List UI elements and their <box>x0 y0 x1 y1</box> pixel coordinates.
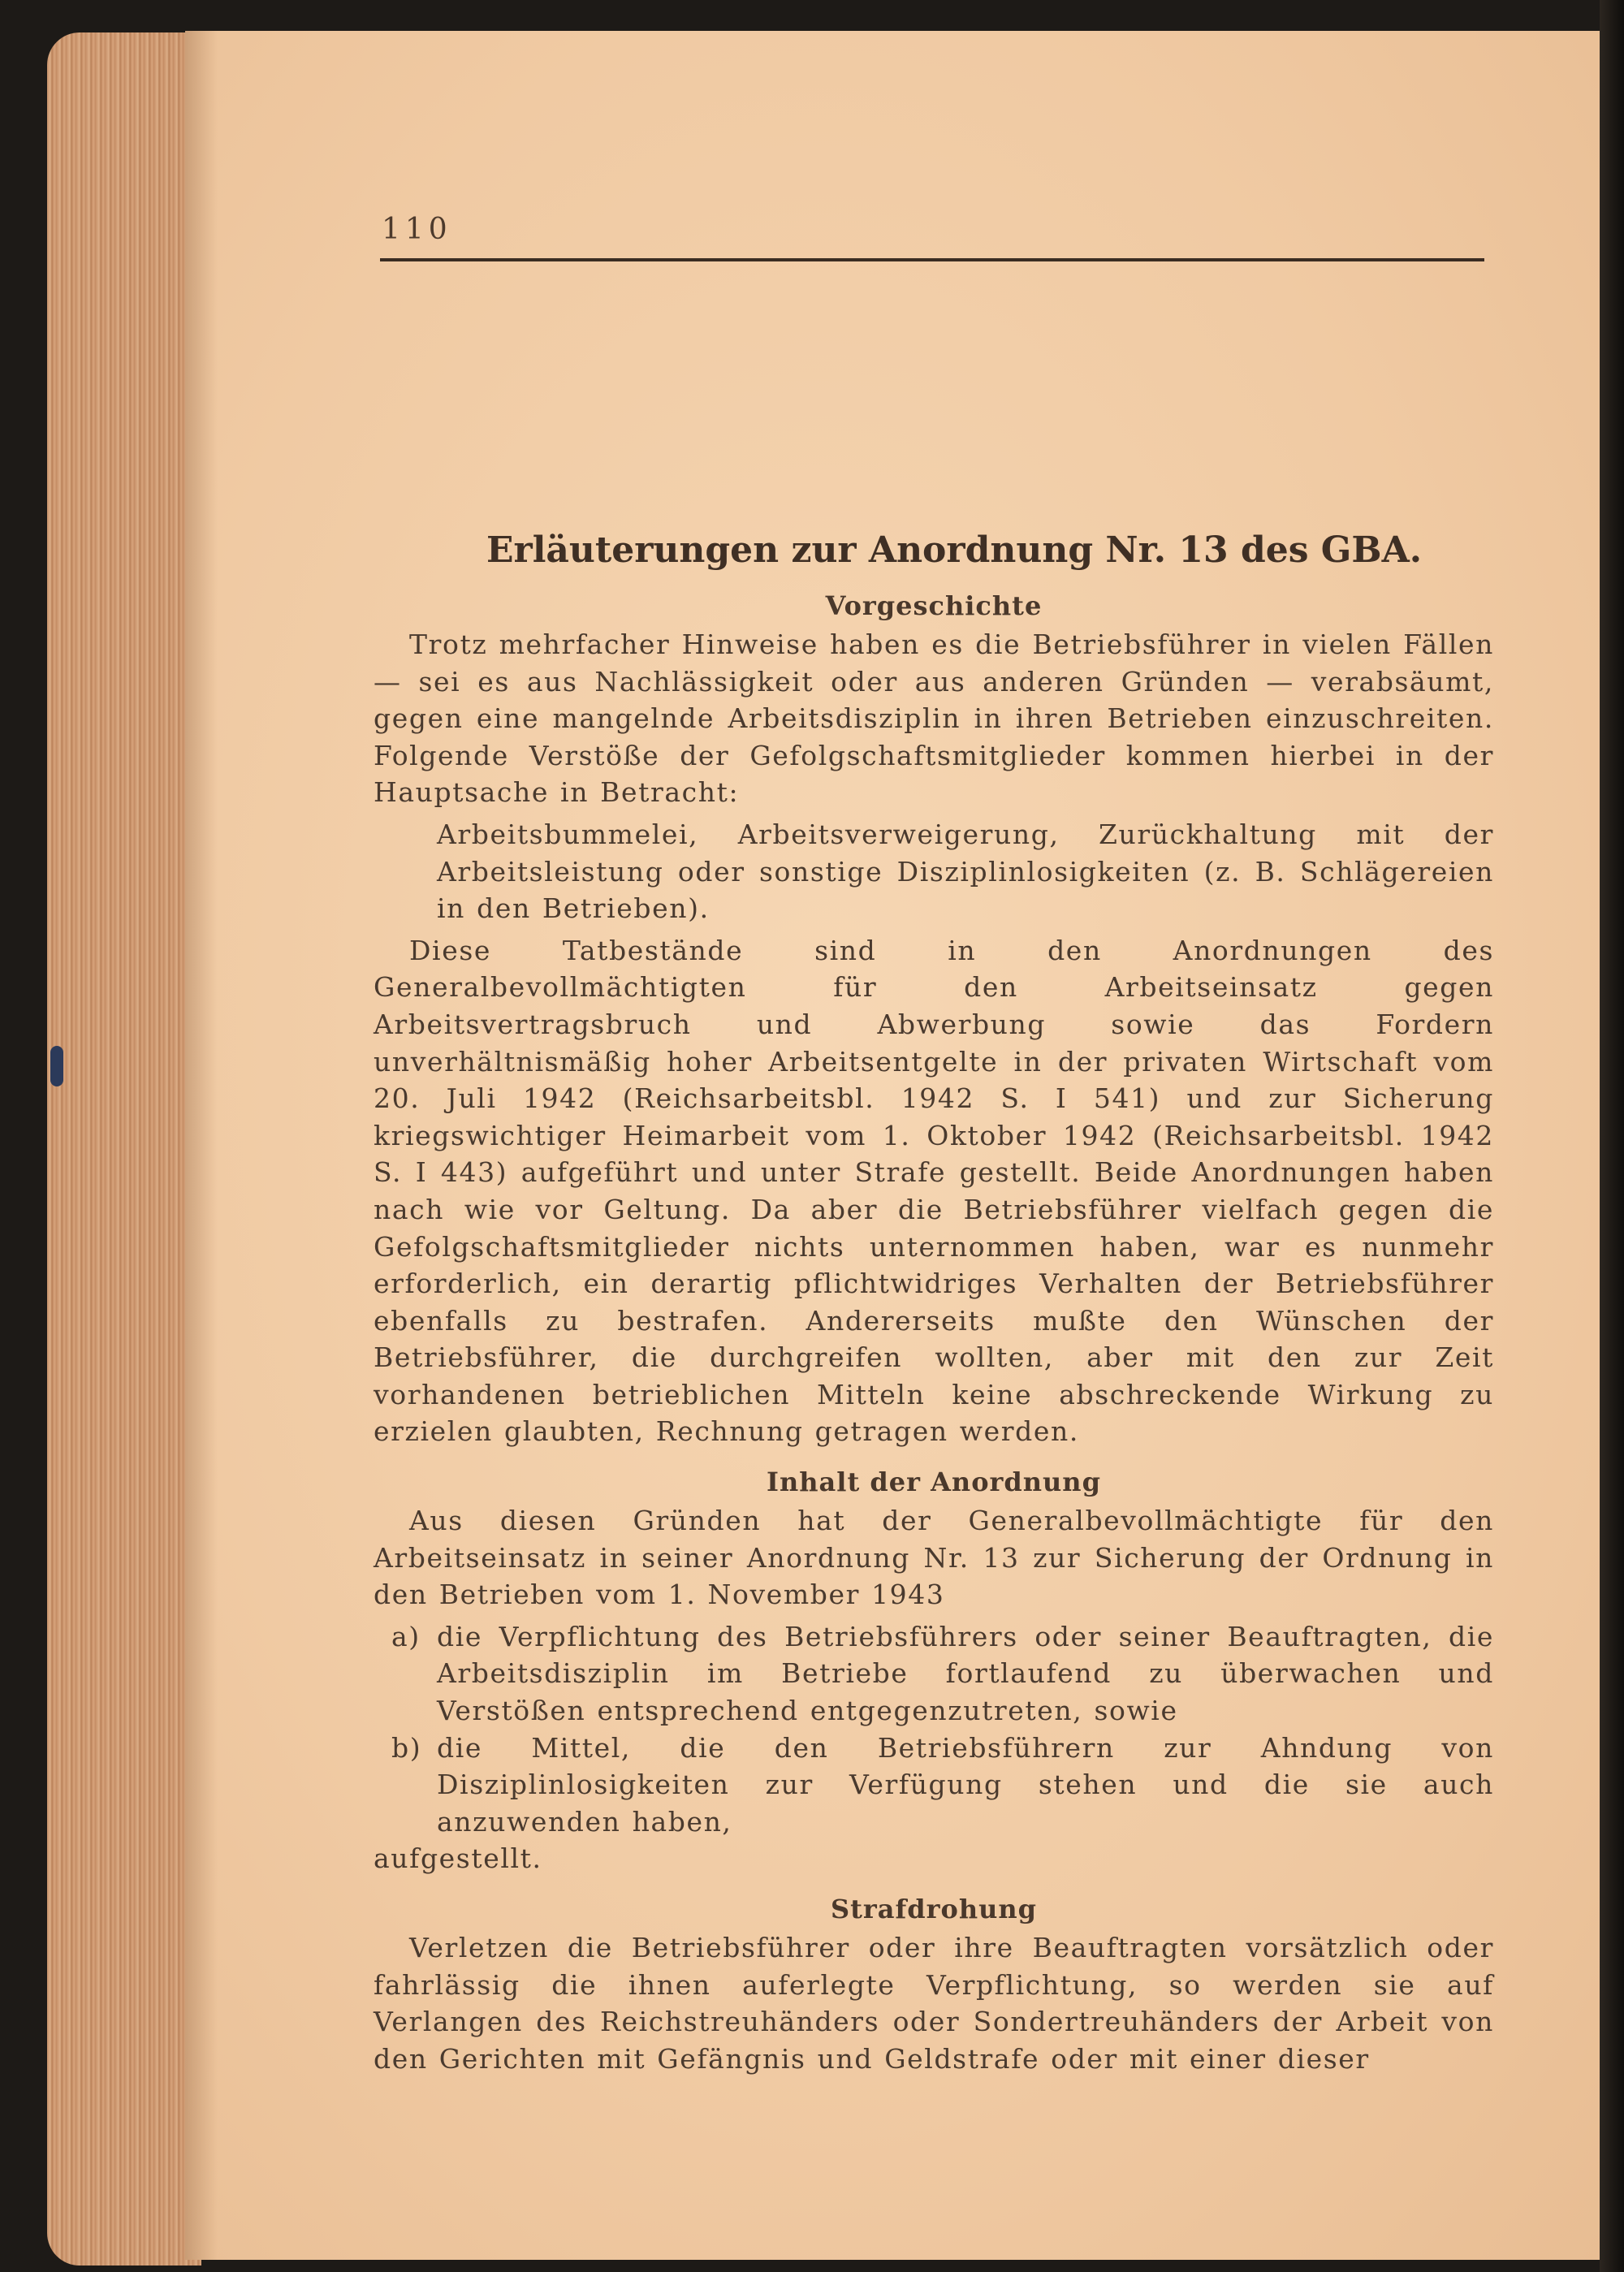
binding-mark <box>50 1046 63 1086</box>
paragraph-strafdrohung-1: Verletzen die Betriebsführer oder ihre Beauftragten vorsätzlich oder fahrlässig die ihnen auferlegte Verpflichtung, so werden sie auf Verlangen des Reichstreuhänders oder Sondertreuhänders der Arbeit von den Gerichten mit Gefängnis und Geldstrafe oder mit einer dieser <box>374 1932 1494 2075</box>
page-number: 110 <box>382 213 452 246</box>
heading-strafdrohung: Strafdrohung <box>831 1894 1037 1924</box>
scanner-edge <box>1600 0 1624 2272</box>
paragraph-vorgeschichte-1: Trotz mehrfacher Hinweise haben es die Betriebsführer in vielen Fällen — sei es aus Nachlässigkeit oder aus anderen Gründen — verabsäumt, gegen eine mangelnde Arbeitsdisziplin in ihren Betrieben einzuschreiten. Folgende Verstöße der Gefolgschaftsmitglieder kommen hierbei in der Hauptsache in Betracht: <box>374 628 1494 809</box>
paragraph-violations-list: Arbeitsbummelei, Arbeitsverweigerung, Zurückhaltung mit der Arbeitsleistung oder sonstige Disziplinlosigkeiten (z. B. Schlägereien in den Betrieben). <box>437 818 1494 925</box>
heading-vorgeschichte: Vorgeschichte <box>825 590 1043 621</box>
paragraph-inhalt-closing: aufgestellt. <box>374 1842 542 1875</box>
list-label-a: a) <box>391 1620 421 1652</box>
book-page-edges <box>47 32 201 2266</box>
list-item-b <box>374 1730 1494 1841</box>
header-rule <box>380 258 1484 261</box>
list-text-a: die Verpflichtung des Betriebsführers oder seiner Beauftragten, die Arbeitsdisziplin im Betriebe fortlaufend zu überwachen und Verstößen entsprechend entgegenzutreten, sowie <box>437 1620 1494 1727</box>
list-label-b: b) <box>391 1731 422 1764</box>
list-item-a <box>374 1618 1494 1730</box>
heading-inhalt: Inhalt der Anordnung <box>767 1466 1101 1498</box>
page-title: Erläuterungen zur Anordnung Nr. 13 des GBA. <box>486 529 1423 571</box>
spine-shadow <box>185 31 218 2260</box>
paragraph-vorgeschichte-2: Diese Tatbestände sind in den Anordnungen des Generalbevollmächtigten für den Arbeitseinsatz gegen Arbeitsvertragsbruch und Abwerbung sowie das Fordern unverhältnismäßig hoher Arbeitsentgelte in der privaten Wirtschaft vom 20. Juli 1942 (Reichsarbeitsbl. 1942 S. I 541) und zur Sicherung kriegswichtiger Heimarbeit vom 1. Oktober 1942 (Reichsarbeitsbl. 1942 S. I 443) aufgeführt und unter Strafe gestellt. Beide Anordnungen haben nach wie vor Geltung. Da aber die Betriebsführer vielfach gegen die Gefolgschaftsmitglieder nichts unternommen haben, war es nunmehr erforderlich, ein derartig pflichtwidriges Verhalten der Betriebsführer ebenfalls zu bestrafen. Andererseits mußte den Wünschen der Betriebsführer, die durchgreifen wollten, aber mit den zur Zeit vorhandenen betrieblichen Mitteln keine abschreckende Wirkung zu erzielen glaubten, Rechnung getragen werden. <box>374 934 1494 1448</box>
paragraph-inhalt-1: Aus diesen Gründen hat der Generalbevollmächtigte für den Arbeitseinsatz in seiner Anordnung Nr. 13 zur Sicherung der Ordnung in den Betrieben vom 1. November 1943 <box>374 1505 1494 1611</box>
list-text-b: die Mittel, die den Betriebsführern zur Ahndung von Disziplinlosigkeiten zur Verfügung stehen und die sie auch anzuwenden haben, <box>437 1731 1494 1838</box>
page-content <box>374 529 1494 2077</box>
